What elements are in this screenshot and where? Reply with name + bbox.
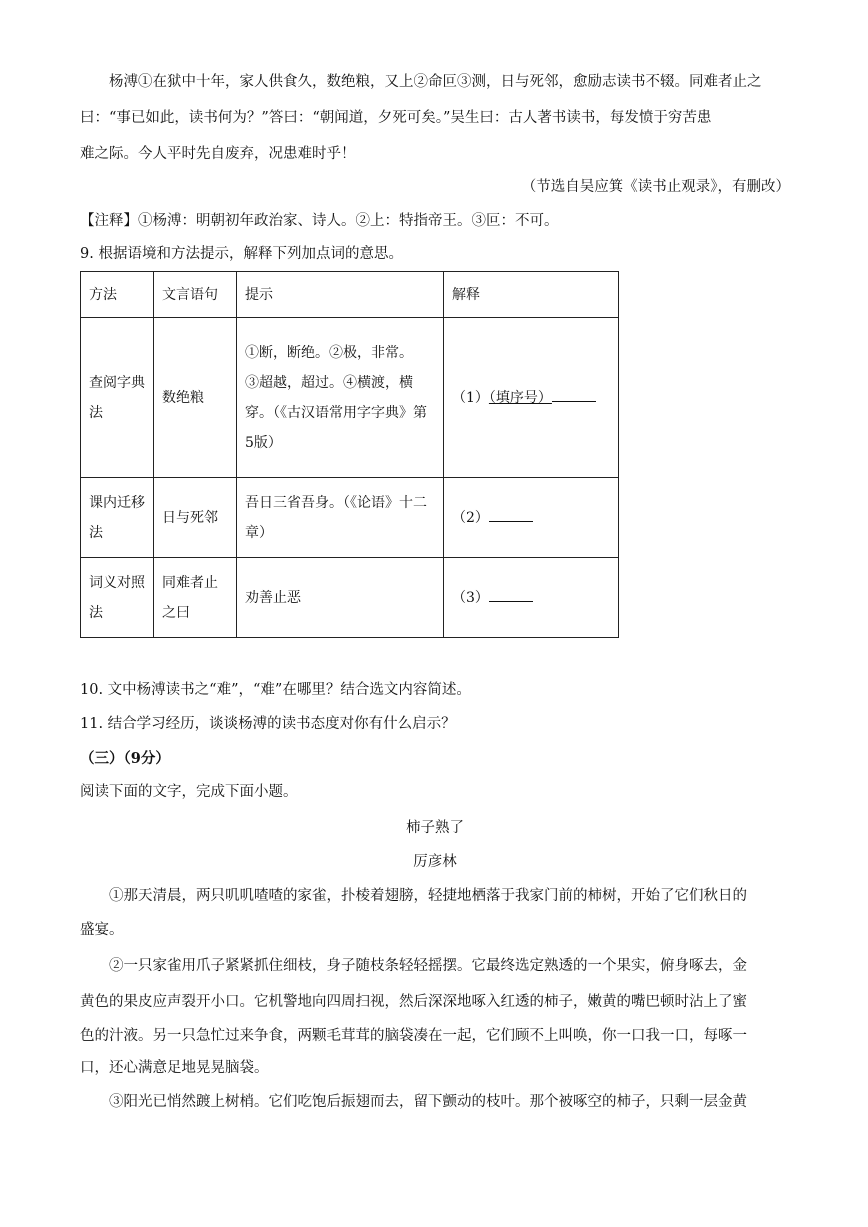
section3-heading: （三）（9分） — [80, 750, 170, 767]
article-para2-line-2: 黄色的果皮应声裂开小口。它机警地向四周扫视，然后深深地啄入红透的柿子，嫩黄的嘴巴顿时沾上了蜜 — [80, 994, 747, 1010]
row2-method: 课内迁移法 — [81, 478, 154, 558]
row1-sentence: 数绝粮 — [154, 318, 237, 478]
q9-table — [80, 271, 619, 638]
table-row — [81, 318, 619, 478]
row2-answer-blank[interactable] — [489, 503, 533, 522]
passage-line-1: 杨溥①在狱中十年，家人供食久，数绝粮，又上②命叵③测，日与死邻，愈励志读书不辍。同难者止之 — [109, 74, 762, 90]
row3-answer-blank[interactable] — [489, 583, 533, 602]
row1-method: 查阅字典法 — [81, 318, 154, 478]
passage-notes: 【注释】①杨溥：明朝初年政治家、诗人。②上：特指帝王。③叵：不可。 — [80, 213, 559, 229]
q9-stem: 9. 根据语境和方法提示，解释下列加点词的意思。 — [80, 246, 403, 262]
article-para1-line-1: ①那天清晨，两只叽叽喳喳的家雀，扑棱着翅膀，轻捷地栖落于我家门前的柿树，开始了它们秋日的 — [109, 888, 747, 904]
row2-hint-line-1: 吾日三省吾身。（《论语》十二章） — [245, 494, 427, 541]
row1-hint — [237, 318, 444, 478]
row3-hint-line-1: 劝善止恶 — [245, 589, 301, 606]
header-method: 方法 — [81, 272, 154, 318]
header-answer: 解释 — [444, 272, 619, 318]
row3-method: 词义对照法 — [81, 558, 154, 638]
header-sentence: 文言语句 — [154, 272, 237, 318]
passage-line-2: 曰：“事已如此，读书何为？”答曰：“朝闻道，夕死可矣。”吴生曰：古人著书读书，每发愤于穷苦患 — [80, 110, 712, 126]
row2-hint — [237, 478, 444, 558]
article-title: 柿子熟了 — [406, 820, 464, 836]
q11: 11. 结合学习经历，谈谈杨溥的读书态度对你有什么启示？ — [80, 716, 456, 732]
article-para2-line-1: ②一只家雀用爪子紧紧抓住细枝，身子随枝条轻轻摇摆。它最终选定熟透的一个果实，俯身啄去，金 — [109, 958, 747, 974]
section3-instruction: 阅读下面的文字，完成下面小题。 — [80, 784, 298, 800]
row2-answer-prefix: （2） — [452, 509, 489, 526]
passage-line-3: 难之际。今人平时先自废弃，况患难时乎！ — [80, 146, 356, 162]
row3-answer-prefix: （3） — [452, 589, 489, 606]
row1-answer-blank[interactable] — [552, 383, 596, 402]
row1-answer-prefix: （1） — [452, 389, 489, 406]
q9-table-header — [81, 272, 619, 318]
article-para1-line-2: 盛宴。 — [80, 922, 124, 938]
passage-source: （节选自吴应箕《读书止观录》，有删改） — [521, 179, 790, 195]
article-author: 厉彦林 — [413, 854, 457, 870]
header-hint: 提示 — [237, 272, 444, 318]
row1-hint-line-1: ①断，断绝。②极，非常。 — [245, 344, 413, 361]
table-row — [81, 478, 619, 558]
table-row — [81, 558, 619, 638]
row3-hint — [237, 558, 444, 638]
article-para2-line-4: 口，还心满意足地晃晃脑袋。 — [80, 1060, 269, 1076]
row3-sentence: 同难者止之曰 — [154, 558, 237, 638]
row2-answer[interactable] — [444, 478, 619, 558]
article-para2-line-3: 色的汁液。另一只急忙过来争食，两颗毛茸茸的脑袋凑在一起，它们顾不上叫唤，你一口我一口，每啄一 — [80, 1028, 747, 1044]
q10: 10. 文中杨溥读书之“难”，“难”在哪里？结合选文内容简述。 — [80, 682, 471, 698]
row1-answer-note: （填序号） — [488, 389, 552, 406]
row1-answer[interactable] — [444, 318, 619, 478]
row3-answer[interactable] — [444, 558, 619, 638]
row2-sentence: 日与死邻 — [154, 478, 237, 558]
article-para3-line-1: ③阳光已悄然踱上树梢。它们吃饱后振翅而去，留下颤动的枝叶。那个被啄空的柿子，只剩一层金黄 — [109, 1094, 747, 1110]
row1-hint-line-2: ③超越，超过。④横渡，横穿。（《古汉语常用字字典》第5版） — [245, 374, 427, 451]
